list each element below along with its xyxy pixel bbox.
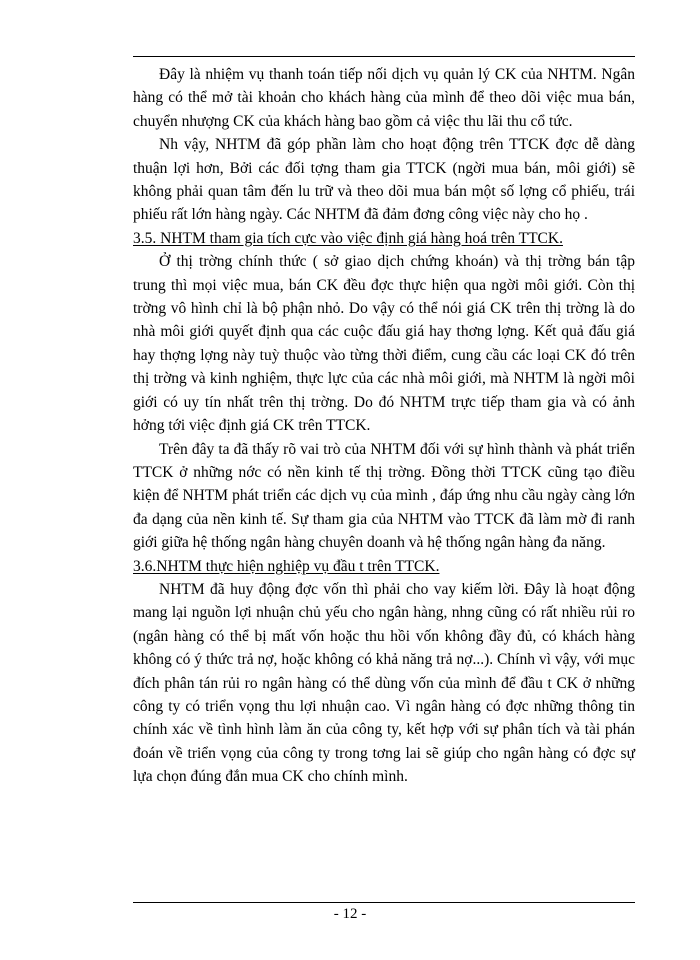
page-number: - 12 - bbox=[333, 906, 367, 922]
section-heading-3-6: 3.6.NHTM thực hiện nghiệp vụ đầu t trên TTCK. bbox=[133, 557, 440, 575]
page-body bbox=[133, 63, 635, 789]
paragraph-investment: NHTM đã huy động đợc vốn thì phải cho vay kiếm lời. Đây là hoạt động mang lại nguồn lợi nhuận chủ yếu cho ngân hàng, nhng cũng có rất nhiều rủi ro (ngân hàng có thể bị mất vốn hoặc thu hồi vốn không đầy đủ, có khách hàng không có ý thức trả nợ, hoặc không có khả năng trả nợ...). Chính vì vậy, với mục đích phân tán rủi ro ngân hàng có thể dùng vốn của mình để đầu t CK ở những công ty có triển vọng thu lợi nhuận cao. Vì ngân hàng có đợc những thông tin chính xác về tình hình làm ăn của công ty, kết hợp với sự phân tích và tài phán đoán về triển vọng của công ty trong tơng lai sẽ giúp cho ngân hàng có đợc sự lựa chọn đúng đắn mua CK cho chính mình. bbox=[133, 580, 635, 786]
paragraph-price-setting: Ở thị trờng chính thức ( sở giao dịch chứng khoán) và thị trờng bán tập trung thì mọi việc mua, bán CK đều đợc thực hiện qua ngời môi giới. Còn thị trờng vô hình chỉ là bộ phận nhỏ. Do vậy có thể nói giá CK trên thị trờng là do nhà môi giới quyết định qua các cuộc đấu giá hay thơng lợng. Kết quả đấu giá hay thợng lợng này tuỳ thuộc vào từng thời điểm, cung cầu các loại CK đó trên thị trờng và kinh nghiệm, thực lực của các nhà môi giới, mà NHTM là ngời môi giới có uy tín nhất trên thị trờng. Do đó NHTM trực tiếp tham gia và có ảnh hởng tới việc định giá CK trên TTCK. bbox=[133, 253, 635, 435]
paragraph-payment-services: Đây là nhiệm vụ thanh toán tiếp nối dịch vụ quản lý CK của NHTM. Ngân hàng có thể mở tài khoản cho khách hàng của mình để theo dõi việc mua bán, chuyển nhượng CK của khách hàng bao gồm cả việc thu lãi thu cổ tức. bbox=[133, 66, 635, 130]
paragraph-role-summary: Trên đây ta đã thấy rõ vai trò của NHTM đối với sự hình thành và phát triển TTCK ở những nớc có nền kinh tế thị trờng. Đồng thời TTCK cũng tạo điều kiện để NHTM phát triển các dịch vụ của mình , đáp ứng nhu cầu ngày càng lớn đa dạng của nền kinh tế. Sự tham gia của NHTM vào TTCK đã làm mờ đi ranh giới giữa hệ thống ngân hàng chuyên doanh và hệ thống ngân hàng đa năng. bbox=[133, 440, 635, 552]
section-heading-3-5: 3.5. NHTM tham gia tích cực vào việc định giá hàng hoá trên TTCK. bbox=[133, 229, 563, 247]
header-rule bbox=[133, 56, 635, 57]
paragraph-market-facilitation: Nh vậy, NHTM đã góp phần làm cho hoạt động trên TTCK đợc dễ dàng thuận lợi hơn, Bởi các đối tợng tham gia TTCK (ngời mua bán, môi giới) sẽ không phải quan tâm đến lu trữ và theo dõi mua bán một số lợng cổ phiếu, trái phiếu rất lớn hàng ngày. Các NHTM đã đảm đơng công việc này cho họ . bbox=[133, 136, 635, 224]
footer-rule bbox=[133, 902, 635, 903]
